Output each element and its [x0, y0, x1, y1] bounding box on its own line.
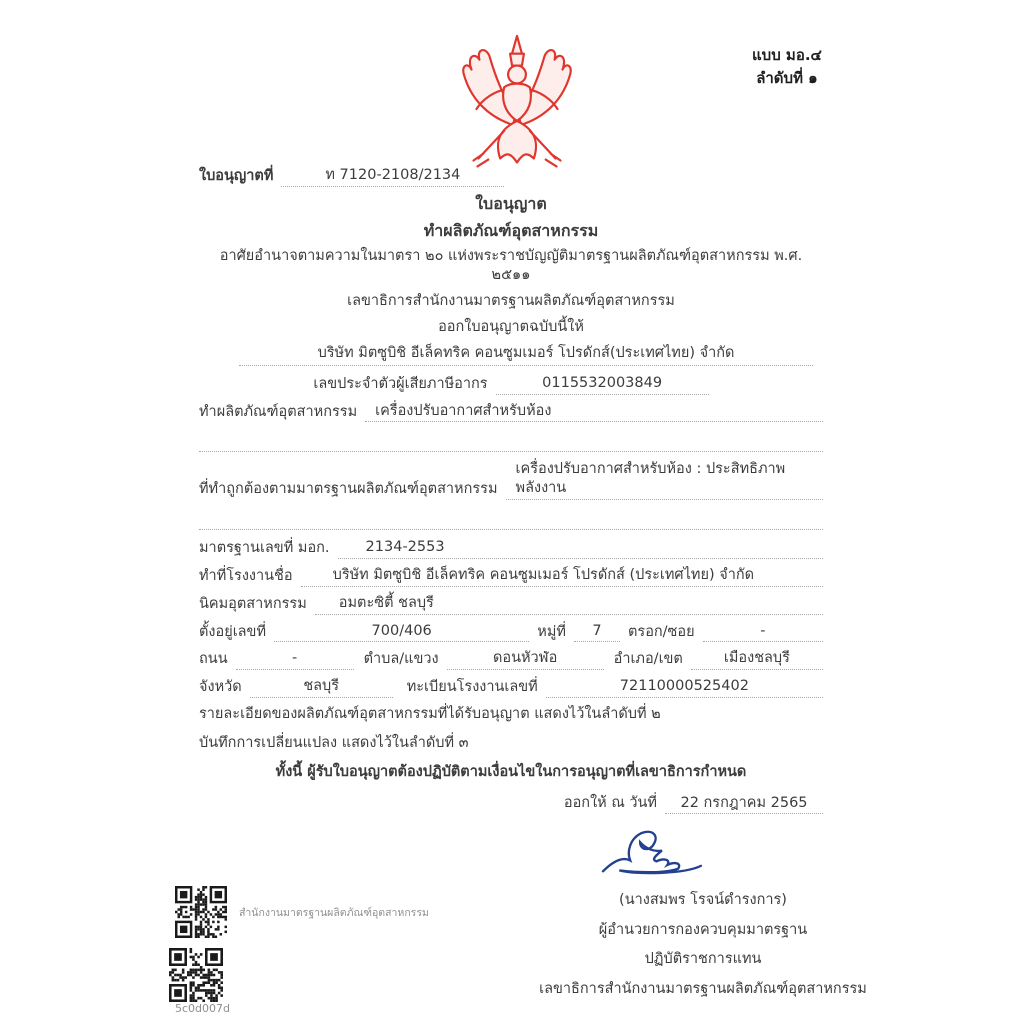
factory-name-row [199, 566, 823, 587]
standard-label: มาตรฐานเลขที่ มอก. [199, 540, 330, 557]
product-value: เครื่องปรับอากาศสำหรับห้อง [365, 402, 823, 423]
qr-verification-code: 5c0d007d [175, 1002, 231, 1015]
industrial-estate-label: นิคมอุตสาหกรรม [199, 595, 307, 612]
industrial-estate-value: อมตะซิตี้ ชลบุรี [315, 594, 823, 615]
conform-value: เครื่องปรับอากาศสำหรับห้อง : ประสิทธิภาพพลังงาน [506, 460, 823, 500]
factory-name-label: ทำที่โรงงานชื่อ [199, 567, 293, 584]
sequence-number: ลำดับที่ ๑ [756, 69, 818, 88]
issue-date-row [199, 794, 823, 815]
change-note: บันทึกการเปลี่ยนแปลง แสดงไว้ในลำดับที่ ๓ [199, 734, 469, 751]
subdistrict-value: ดอนหัวฬ่อ [447, 649, 604, 670]
product-label: ทำผลิตภัณฑ์อุตสาหกรรม [199, 403, 358, 420]
doc-title-2: ทำผลิตภัณฑ์อุตสาหกรรม [423, 220, 599, 240]
district-label: อำเภอ/เขต [613, 651, 683, 668]
signer-title-1: ผู้อำนวยการกองควบคุมมาตรฐาน [598, 921, 808, 938]
moo-label: หมู่ที่ [537, 623, 566, 640]
product-row [199, 402, 823, 423]
qr-code-verification [169, 948, 223, 1002]
address-no-label: ตั้งอยู่เลขที่ [199, 623, 267, 640]
conform-continuation-line [199, 507, 823, 530]
license-document [199, 166, 823, 814]
road-label: ถนน [199, 651, 228, 668]
issue-date-label: ออกให้ ณ วันที่ [563, 794, 657, 811]
signer-name: (นางสมพร โรจน์ดำรงการ) [619, 892, 787, 908]
standard-row [199, 538, 823, 559]
province-value: ชลบุรี [250, 677, 393, 698]
tax-id-label: เลขประจำตัวผู้เสียภาษีอากร [313, 375, 488, 392]
condition-note: ทั้งนี้ ผู้รับใบอนุญาตต้องปฏิบัติตามเงื่อนไขในการอนุญาตที่เลขาธิการกำหนด [275, 763, 747, 780]
license-number-row [199, 166, 823, 187]
tax-id-row [199, 374, 823, 395]
subdistrict-label: ตำบล/แขวง [363, 651, 439, 668]
license-number-label: ใบอนุญาตที่ [199, 168, 274, 184]
industrial-estate-row [199, 594, 823, 615]
signer-title-2: ปฏิบัติราชการแทน [644, 951, 762, 968]
form-code: แบบ มอ.๔ [752, 46, 822, 64]
license-number-value: ท 7120-2108/2134 [281, 166, 504, 187]
standard-value: 2134-2553 [338, 538, 823, 559]
road-value: - [236, 649, 354, 670]
signature-scribble [597, 826, 725, 884]
address-no-value: 700/406 [274, 622, 529, 643]
soi-label: ตรอก/ซอย [627, 623, 695, 640]
preamble-line-3: ออกใบอนุญาตฉบับนี้ให้ [438, 318, 584, 335]
factory-reg-label: ทะเบียนโรงงานเลขที่ [406, 679, 538, 696]
qr-code-office [175, 886, 227, 938]
licensee-name: บริษัท มิตซูบิชิ อีเล็คทริค คอนซูมเมอร์ โปรดักส์(ประเทศไทย) จำกัด [239, 344, 813, 366]
preamble-line-1: อาศัยอำนาจตามความในมาตรา ๒๐ แห่งพระราชบัญญัติมาตรฐานผลิตภัณฑ์อุตสาหกรรม พ.ศ. ๒๕๑๑ [219, 248, 803, 284]
province-row [199, 677, 823, 698]
tax-id-value: 0115532003849 [496, 374, 709, 395]
conform-row [199, 460, 823, 500]
address-row [199, 622, 823, 643]
issue-date-value: 22 กรกฎาคม 2565 [665, 794, 823, 815]
moo-value: 7 [574, 622, 620, 643]
district-value: เมืองชลบุรี [691, 649, 823, 670]
qr-office-caption: สำนักงานมาตรฐานผลิตภัณฑ์อุตสาหกรรม [239, 907, 429, 919]
province-label: จังหวัด [199, 679, 242, 696]
doc-title-1: ใบอนุญาต [475, 193, 547, 213]
conform-label: ที่ทำถูกต้องตามมาตรฐานผลิตภัณฑ์อุตสาหกรรม [199, 481, 498, 498]
factory-name-value: บริษัท มิตซูบิชิ อีเล็คทริค คอนซูมเมอร์ โปรดักส์ (ประเทศไทย) จำกัด [301, 566, 823, 587]
signer-title-3: เลขาธิการสำนักงานมาตรฐานผลิตภัณฑ์อุตสาหกรรม [539, 981, 867, 998]
form-code-block [752, 44, 822, 91]
road-row [199, 649, 823, 670]
soi-value: - [703, 622, 823, 643]
factory-reg-value: 72110000525402 [546, 677, 823, 698]
detail-note: รายละเอียดของผลิตภัณฑ์อุตสาหกรรมที่ได้รับอนุญาต แสดงไว้ในลำดับที่ ๒ [199, 706, 661, 723]
signature-block [538, 826, 868, 1005]
product-continuation-line [199, 429, 823, 452]
preamble-line-2: เลขาธิการสำนักงานมาตรฐานผลิตภัณฑ์อุตสาหกรรม [347, 293, 675, 310]
